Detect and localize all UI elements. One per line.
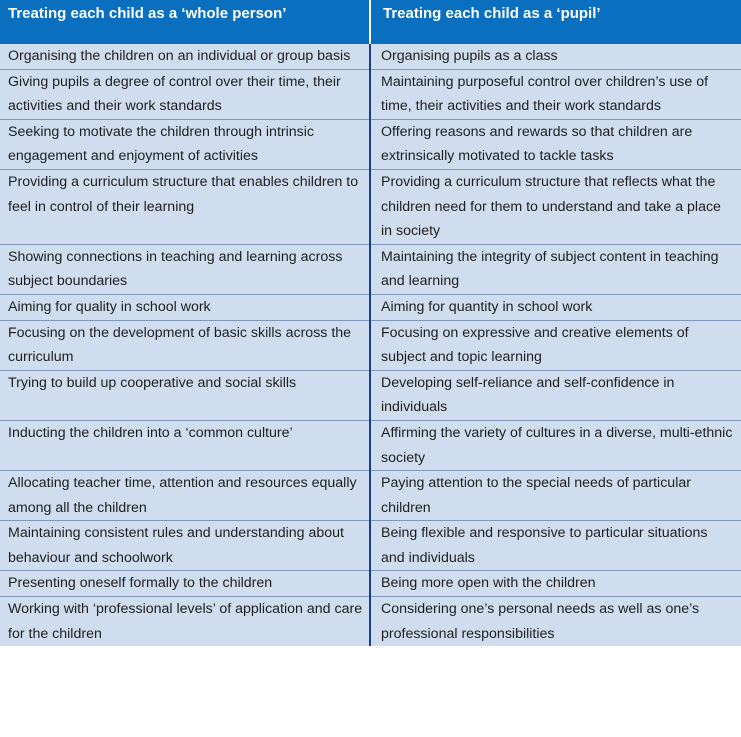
cell-whole-person: Presenting oneself formally to the children — [0, 571, 370, 597]
cell-pupil: Focusing on expressive and creative elements of subject and topic learning — [370, 320, 741, 370]
cell-pupil: Organising pupils as a class — [370, 44, 741, 69]
header-pupil: Treating each child as a ‘pupil’ — [370, 0, 741, 44]
cell-pupil: Maintaining the integrity of subject content in teaching and learning — [370, 244, 741, 294]
cell-pupil: Being flexible and responsive to particular situations and individuals — [370, 521, 741, 571]
cell-pupil: Offering reasons and rewards so that children are extrinsically motivated to tackle tasks — [370, 119, 741, 169]
cell-whole-person: Working with ‘professional levels’ of application and care for the children — [0, 597, 370, 647]
table-row — [0, 370, 741, 420]
cell-pupil: Developing self-reliance and self-confidence in individuals — [370, 370, 741, 420]
cell-pupil: Being more open with the children — [370, 571, 741, 597]
table-row — [0, 521, 741, 571]
cell-whole-person: Seeking to motivate the children through intrinsic engagement and enjoyment of activities — [0, 119, 370, 169]
cell-whole-person: Showing connections in teaching and learning across subject boundaries — [0, 244, 370, 294]
cell-whole-person: Providing a curriculum structure that enables children to feel in control of their learning — [0, 169, 370, 244]
cell-pupil: Providing a curriculum structure that reflects what the children need for them to understand and take a place in society — [370, 169, 741, 244]
table-row — [0, 244, 741, 294]
cell-pupil: Maintaining purposeful control over children’s use of time, their activities and their work standards — [370, 69, 741, 119]
table-row — [0, 571, 741, 597]
cell-whole-person: Organising the children on an individual or group basis — [0, 44, 370, 69]
table-row — [0, 471, 741, 521]
table-row — [0, 119, 741, 169]
cell-whole-person: Aiming for quality in school work — [0, 294, 370, 320]
table-row — [0, 320, 741, 370]
cell-whole-person: Maintaining consistent rules and understanding about behaviour and schoolwork — [0, 521, 370, 571]
header-whole-person: Treating each child as a ‘whole person’ — [0, 0, 370, 44]
header-row — [0, 0, 741, 44]
table-row — [0, 597, 741, 647]
cell-pupil: Considering one’s personal needs as well as one’s professional responsibilities — [370, 597, 741, 647]
table-row — [0, 44, 741, 69]
table-row — [0, 169, 741, 244]
cell-whole-person: Inducting the children into a ‘common culture’ — [0, 420, 370, 470]
cell-whole-person: Trying to build up cooperative and social skills — [0, 370, 370, 420]
table-row — [0, 420, 741, 470]
cell-pupil: Paying attention to the special needs of particular children — [370, 471, 741, 521]
table-row — [0, 69, 741, 119]
cell-whole-person: Giving pupils a degree of control over their time, their activities and their work standards — [0, 69, 370, 119]
cell-whole-person: Focusing on the development of basic skills across the curriculum — [0, 320, 370, 370]
table-row — [0, 294, 741, 320]
cell-pupil: Affirming the variety of cultures in a diverse, multi-ethnic society — [370, 420, 741, 470]
cell-whole-person: Allocating teacher time, attention and resources equally among all the children — [0, 471, 370, 521]
cell-pupil: Aiming for quantity in school work — [370, 294, 741, 320]
